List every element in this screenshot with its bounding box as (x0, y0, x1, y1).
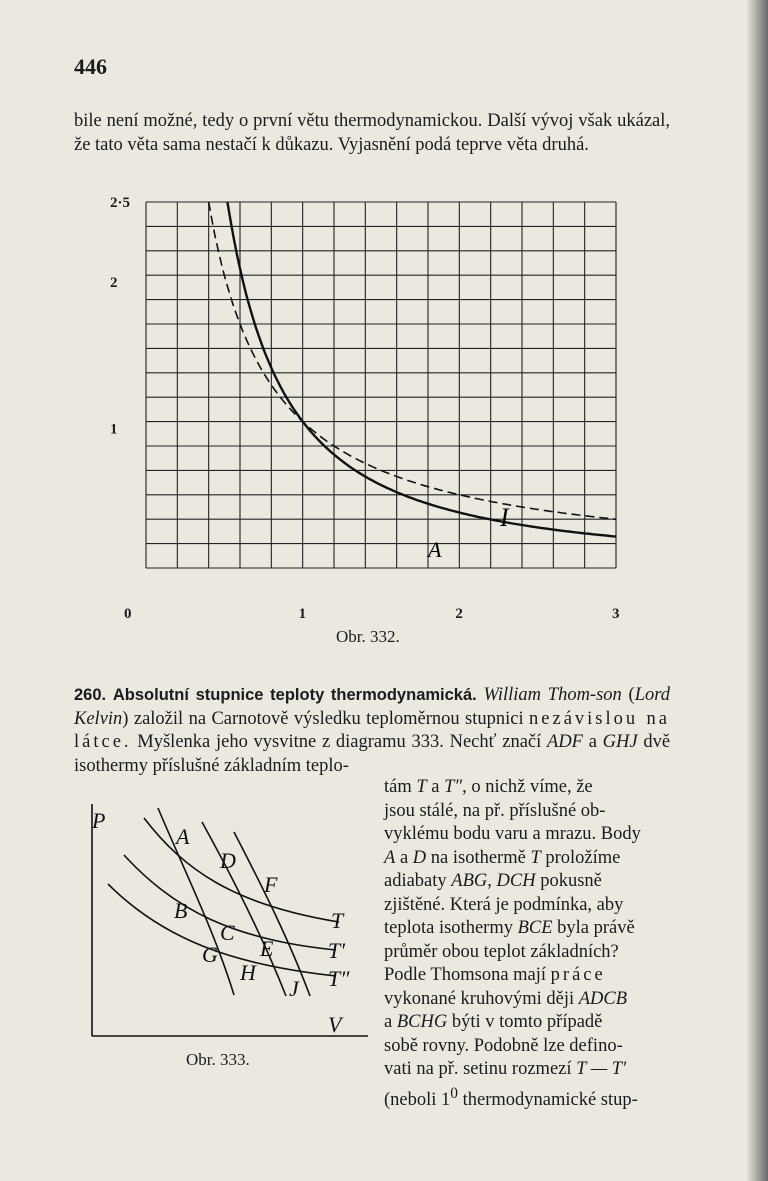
page-number: 446 (74, 54, 107, 79)
symbol-D: D (412, 847, 427, 868)
section-260-paragraph: 260. Absolutní stupnice teploty thermodynamická. William Thom-son (Lord Kelvin) založil na Carnotově výsledku teploměrnou stupnici nezávislou na látce. Myšlenka jeho vysvitne z diagramu 333. Nechť značí ADF a GHJ dvě isothermy příslušné základním teplo- (74, 685, 671, 776)
section-number: 260. (74, 686, 107, 704)
x-tick-label: 3 (612, 606, 620, 622)
text: a (431, 777, 440, 797)
intro-line: bile není možné, tedy o první větu thermodynamickou. Další vývoj (74, 111, 574, 131)
series-line-I (209, 202, 616, 519)
adiabat-ABG (158, 808, 234, 995)
text: a (384, 1012, 393, 1032)
author-name-cont: son (596, 685, 622, 705)
label-F: F (264, 872, 278, 897)
author-name: William Thom- (483, 685, 597, 705)
figure-332-caption: Obr. 332. (336, 627, 400, 646)
x-tick-label: 0 (124, 606, 132, 622)
text: vati na př. setinu rozmezí (384, 1059, 572, 1079)
x-tick-label: 2 (455, 606, 463, 622)
label-E: E (260, 936, 274, 961)
text: býti v tomto případě (451, 1012, 603, 1032)
text: průměr obou teplot základních? (384, 941, 619, 962)
label-A: A (176, 824, 190, 849)
section-title: Absolutní stupnice teploty thermodynamická. (112, 686, 477, 704)
text: teplota isothermy (384, 918, 513, 938)
section-text: Myšlenka jeho vysvitne z diagramu 333. (137, 732, 444, 752)
symbol-BCHG: BCHG (396, 1012, 448, 1032)
intro-line: však ukázal, že tato věta sama nestačí k důkazu. Vyjasnění podá (74, 111, 671, 155)
text: proložíme (545, 847, 621, 868)
label-G: G (202, 942, 218, 967)
symbol-ABG: ABG (451, 871, 488, 891)
section-text: Nechť značí (449, 732, 542, 752)
text: (neboli 1 (384, 1089, 451, 1110)
author-alias: Lord Kelvin (74, 685, 671, 729)
page-edge-shadow (746, 0, 768, 1181)
text: pokusně (540, 871, 602, 891)
text: adiabaty (384, 871, 447, 891)
superscript-degree: 0 (450, 1084, 458, 1102)
label-T: T (331, 908, 344, 933)
y-tick-label: 2 (110, 275, 118, 292)
label-T-double-prime: T″ (328, 966, 350, 991)
text: tám (384, 777, 412, 797)
isotherm-ADF: ADF (547, 732, 583, 752)
figure-333-diagram (84, 800, 374, 1048)
text: vyklému bodu varu a mrazu. Body (384, 824, 641, 844)
label-B: B (174, 898, 188, 923)
chart-grid (146, 202, 616, 568)
x-tick-label: 1 (298, 606, 307, 622)
text: zjištěné. Která je podmínka, aby (384, 894, 624, 915)
text: a (399, 847, 409, 868)
label-C: C (220, 920, 235, 945)
chart-curves (209, 202, 616, 537)
text-emphasis: práce (550, 965, 606, 985)
text: , o nichž víme, že (462, 777, 593, 797)
intro-paragraph (74, 110, 670, 157)
label-T-prime: T′ (328, 938, 346, 963)
section-text: založil na Carnotově výsledku teploměrnou stupnici (133, 708, 524, 729)
symbol-T2: T″ (444, 777, 463, 797)
curve-label-I: I (500, 503, 509, 532)
isotherm-GHJ: GHJ (602, 732, 638, 752)
symbol-ADCB: ADCB (578, 988, 628, 1009)
label-P: P (92, 808, 106, 833)
y-tick-label: 1 (110, 421, 118, 438)
text: vykonané kruhovými ději (384, 988, 575, 1009)
series-line-A (227, 202, 616, 537)
section-emphasis: nezávislou na látce. (74, 708, 670, 752)
figure-333-caption: Obr. 333. (186, 1050, 250, 1069)
symbol-A: A (384, 847, 396, 868)
symbol-T-range: T — T′ (576, 1059, 627, 1079)
symbol-DCH: DCH (496, 871, 536, 891)
section-text: a (588, 732, 597, 752)
text: thermodynamické stup- (462, 1089, 638, 1110)
section-260-continued (384, 776, 670, 1112)
symbol-BCE: BCE (517, 918, 553, 938)
text: byla právě (557, 918, 635, 938)
text: , (487, 871, 492, 891)
curve-label-A: A (428, 537, 442, 562)
text: Podle Thomsona mají (384, 965, 547, 985)
intro-line: teprve věta druhá. (455, 134, 589, 155)
text: sobě rovny. Podobně lze defino- (384, 1035, 623, 1056)
text: na isothermě (430, 847, 526, 868)
label-J: J (289, 976, 299, 1001)
section-text: dvě isothermy příslušné základním teplo- (74, 732, 671, 776)
figure-332-chart (100, 190, 640, 630)
symbol-T: T (416, 777, 427, 797)
label-V: V (328, 1012, 342, 1037)
y-tick-label: 2·5 (110, 195, 131, 211)
chart-tick-labels (110, 195, 620, 622)
text: jsou stálé, na př. příslušné ob- (384, 800, 606, 821)
label-D: D (220, 848, 236, 873)
symbol-T: T (530, 847, 541, 868)
label-H: H (240, 960, 256, 985)
